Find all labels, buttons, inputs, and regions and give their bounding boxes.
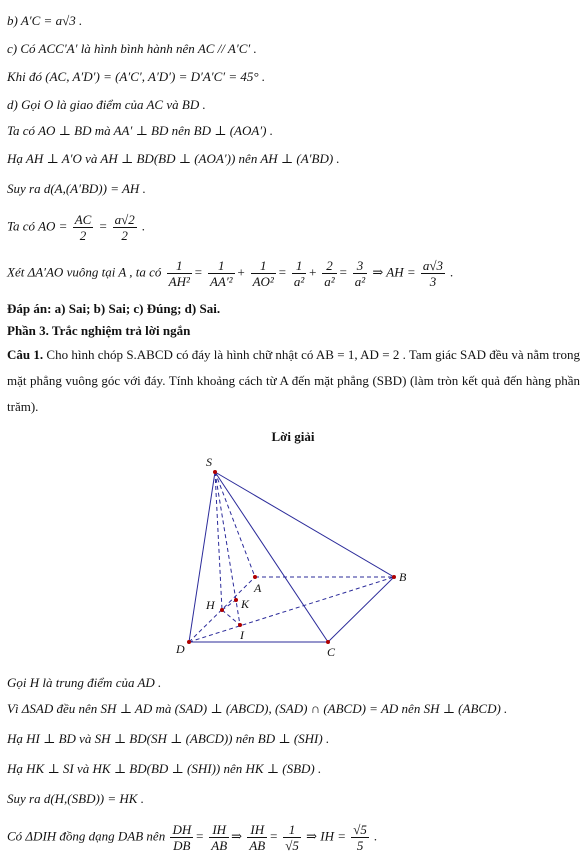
fraction-den: AH²: [168, 274, 190, 289]
solution-title: Lời giải: [271, 429, 315, 444]
fraction-num: IH: [247, 822, 267, 838]
line-ao-prefix: Ta có AO =: [7, 218, 68, 234]
period: .: [141, 218, 146, 234]
edge-cb: [328, 577, 394, 642]
question-1: [7, 342, 580, 420]
solution-step-2: Vì ΔSAD đều nên SH ⊥ AD mà (SAD) ⊥ (ABCD), (SAD) ∩ (ABCD) = AD nên SH ⊥ (ABCD) .: [7, 701, 508, 716]
line-ao: [7, 212, 580, 243]
point-b: [392, 575, 396, 579]
pyramid-figure: [170, 450, 420, 665]
edge-sc: [215, 472, 328, 642]
solution-step-3: Hạ HI ⊥ BD và SH ⊥ BD(SH ⊥ (ABCD)) nên BD ⊥ (SHI) .: [7, 731, 330, 746]
point-c: [326, 640, 330, 644]
segment-si: [215, 472, 240, 625]
label-h: H: [206, 598, 215, 612]
period: .: [450, 264, 454, 280]
fraction-a-root2-2: [113, 212, 137, 243]
fraction-1-root5: [283, 822, 301, 853]
fraction-num: 2: [322, 258, 336, 274]
solution-step-1: Gọi H là trung điểm của AD .: [7, 675, 162, 690]
line-angle: Khi đó (AC, A′D′) = (A′C′, A′D′) = D′A′C′ = 45° .: [7, 69, 266, 84]
question-text: Cho hình chóp S.ABCD có đáy là hình chữ nhật có AB = 1, AD = 2 . Tam giác SAD đều và nằm trong mặt phẳng vuông góc với đáy. Tính khoảng cách từ A đến mặt phẳng (SBD) (làm tròn kết quả đến hàng phần trăm).: [7, 347, 580, 414]
implies-ah: ⇒ AH =: [372, 264, 416, 280]
line-triangle-formula: Xét ΔA′AO vuông tại A , ta có $\frac{1}{\text{AH²}}$ = $\frac{1}{\text{AA′²}}$ + $\frac{1}{\text{AO²}}$ = $\frac{1}{\text{a²}}$ + $\frac{2}{\text{a²}}$ = $\frac{3}{\text{a²}}$ ⇒ AH = $\frac{a√3}{3}$ .: [7, 258, 454, 289]
section-heading: Phần 3. Trắc nghiệm trả lời ngắn: [7, 323, 191, 338]
fraction-den: DB: [173, 838, 191, 853]
label-k: K: [241, 597, 250, 611]
label-a: A: [254, 581, 262, 595]
line-b: b) A′C = a√3 .: [7, 13, 83, 28]
line-formula-prefix: Xét ΔA′AO vuông tại A , ta có: [7, 264, 162, 280]
fraction-num: 1: [251, 258, 276, 274]
fraction-den: a²: [354, 274, 366, 289]
label-s: S: [206, 455, 212, 469]
edge-sd: [189, 472, 215, 642]
fraction-num: 1: [292, 258, 306, 274]
similar-prefix: Có ΔDIH đồng dạng DAB nên: [7, 828, 166, 844]
label-d: D: [176, 642, 185, 656]
segment-hi: [222, 610, 240, 625]
fraction-den: 3: [429, 274, 437, 289]
fraction-a-root3-3: [421, 258, 445, 289]
edge-sb: [215, 472, 394, 577]
question-label: Câu 1.: [7, 347, 44, 362]
fraction-ih-ab: [209, 822, 229, 853]
point-k: [234, 598, 238, 602]
fraction-num: 1: [208, 258, 235, 274]
fraction-num: 1: [167, 258, 192, 274]
solution-step-4: Hạ HK ⊥ SI và HK ⊥ BD(BD ⊥ (SHI)) nên HK ⊥ (SBD) .: [7, 761, 322, 776]
point-h: [220, 608, 224, 612]
fraction-ac-2: [73, 212, 94, 243]
fraction-num: 1: [283, 822, 301, 838]
segment-hk: [222, 600, 236, 610]
fraction-1-aa2: [208, 258, 235, 289]
label-b: B: [399, 570, 407, 584]
solution-step-5: Suy ra d(H,(SBD)) = HK .: [7, 791, 144, 806]
fraction-den: 2: [79, 228, 87, 243]
edge-sa: [215, 472, 255, 577]
fraction-num: √5: [353, 822, 367, 837]
fraction-den: AA′²: [209, 274, 233, 289]
fraction-den: 5: [356, 838, 364, 853]
answer-line: Đáp án: a) Sai; b) Sai; c) Đúng; d) Sai.: [7, 301, 221, 316]
fraction-num: a√3: [422, 258, 444, 273]
fraction-num: DH: [172, 822, 192, 837]
period: .: [374, 828, 378, 844]
fraction-1-ah2: [167, 258, 192, 289]
label-c: C: [327, 645, 336, 659]
fraction-1-a2: [292, 258, 306, 289]
fraction-2-a2: [322, 258, 336, 289]
fraction-1-ao2: [251, 258, 276, 289]
fraction-3-a2: [353, 258, 367, 289]
line-perp-2: Hạ AH ⊥ A′O và AH ⊥ BD(BD ⊥ (AOA′)) nên AH ⊥ (A′BD) .: [7, 151, 340, 166]
fraction-num: 3: [353, 258, 367, 274]
point-d: [187, 640, 191, 644]
pyramid-diagram: [170, 450, 420, 665]
segment-sh: [215, 472, 222, 610]
line-perp-1: Ta có AO ⊥ BD mà AA′ ⊥ BD nên BD ⊥ (AOA′) .: [7, 123, 273, 138]
fraction-root5-5: [351, 822, 369, 853]
fraction-den: AB: [211, 838, 228, 853]
line-distance: Suy ra d(A,(A′BD)) = AH .: [7, 181, 146, 196]
fraction-num: IH: [209, 822, 229, 838]
fraction-dh-db: [170, 822, 193, 853]
label-i: I: [240, 628, 244, 642]
implies-ih: ⇒ IH =: [306, 828, 347, 844]
fraction-den: a²: [324, 274, 335, 289]
line-d: d) Gọi O là giao điểm của AC và BD .: [7, 97, 206, 112]
line-c: c) Có ACC′A′ là hình bình hành nên AC // A′C′ .: [7, 41, 257, 56]
fraction-ih-ab-2: [247, 822, 267, 853]
point-i: [238, 623, 242, 627]
point-s: [213, 470, 217, 474]
equals-sign: =: [98, 218, 108, 234]
solution-step-6: Có ΔDIH đồng dạng DAB nên $\frac{DH}{DB}$ = $\frac{IH}{AB}$ ⇒ $\frac{IH}{AB}$ = $\frac{1}{√5}$ ⇒ IH = $\frac{√5}{5}$ .: [7, 822, 378, 853]
fraction-den: a²: [293, 274, 305, 289]
fraction-den: AB: [249, 838, 266, 853]
fraction-num: AC: [74, 212, 92, 227]
fraction-den: √5: [285, 838, 299, 853]
fraction-den: AO²: [252, 274, 274, 289]
fraction-den: 2: [121, 228, 128, 243]
fraction-num: a√2: [114, 212, 135, 227]
point-a: [253, 575, 257, 579]
